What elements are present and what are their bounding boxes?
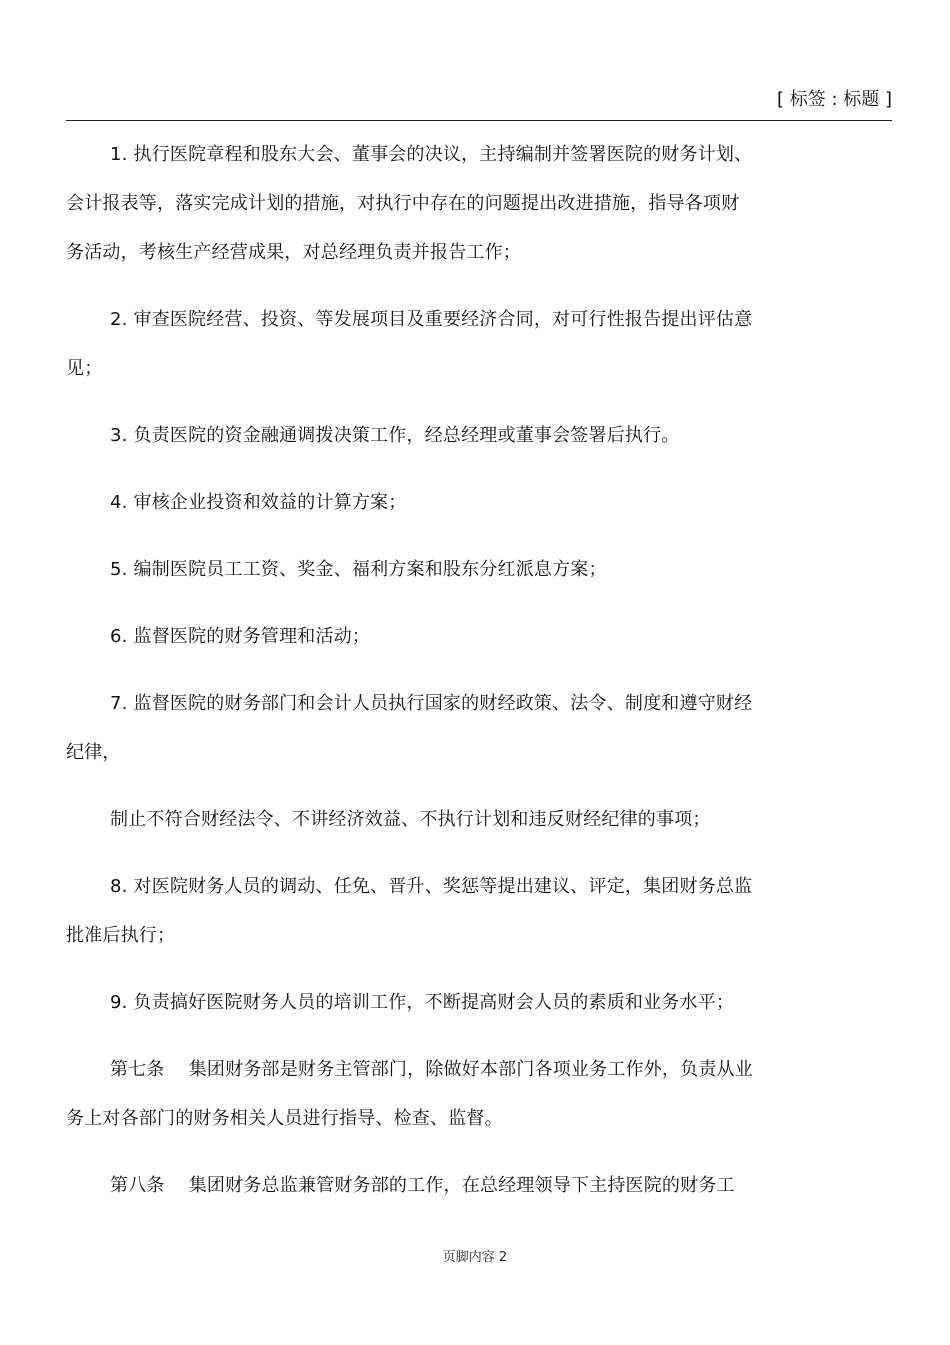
paragraph-9 bbox=[66, 978, 852, 1027]
paragraph-line: 会计报表等，落实完成计划的措施，对执行中存在的问题提出改进措施，指导各项财 bbox=[66, 193, 740, 214]
paragraph-3 bbox=[66, 411, 852, 460]
paragraph-5 bbox=[66, 545, 852, 594]
paragraph-1 bbox=[66, 130, 852, 277]
paragraph-line: 8. 对医院财务人员的调动、任免、晋升、奖惩等提出建议、评定，集团财务总监 bbox=[110, 876, 753, 897]
paragraph-line: 第八条 集团财务总监兼管财务部的工作，在总经理领导下主持医院的财务工 bbox=[110, 1175, 735, 1196]
page-header bbox=[66, 86, 892, 121]
paragraph-line: 2. 审查医院经营、投资、等发展项目及重要经济合同，对可行性报告提出评估意 bbox=[110, 309, 753, 330]
paragraph-2 bbox=[66, 295, 852, 393]
paragraph-line: 6. 监督医院的财务管理和活动； bbox=[110, 626, 371, 647]
paragraph-line: 制止不符合财经法令、不讲经济效益、不执行计划和违反财经纪律的事项； bbox=[110, 809, 711, 830]
paragraph-4 bbox=[66, 478, 852, 527]
paragraph-line: 3. 负责医院的资金融通调拨决策工作，经总经理或董事会签署后执行。 bbox=[110, 425, 680, 446]
article-8 bbox=[66, 1161, 852, 1210]
paragraph-line: 1. 执行医院章程和股东大会、董事会的决议，主持编制并签署医院的财务计划、 bbox=[110, 144, 753, 165]
article-7 bbox=[66, 1045, 852, 1143]
paragraph-line: 9. 负责搞好医院财务人员的培训工作，不断提高财会人员的素质和业务水平； bbox=[110, 992, 735, 1013]
paragraph-line: 5. 编制医院员工工资、奖金、福利方案和股东分红派息方案； bbox=[110, 559, 607, 580]
paragraph-line: 7. 监督医院的财务部门和会计人员执行国家的财经政策、法令、制度和遵守财经 bbox=[110, 693, 753, 714]
header-tag-label: [ 标签 : 标题 ] bbox=[777, 89, 892, 110]
paragraph-8 bbox=[66, 862, 852, 960]
paragraph-line: 见； bbox=[66, 358, 103, 379]
paragraph-line: 4. 审核企业投资和效益的计算方案； bbox=[110, 492, 407, 513]
paragraph-line: 纪律， bbox=[66, 742, 121, 763]
paragraph-line: 批准后执行； bbox=[66, 925, 176, 946]
paragraph-6 bbox=[66, 612, 852, 661]
paragraph-7 bbox=[66, 679, 852, 777]
paragraph-line: 第七条 集团财务部是财务主管部门，除做好本部门各项业务工作外，负责从业 bbox=[110, 1059, 753, 1080]
paragraph-line: 务上对各部门的财务相关人员进行指导、检查、监督。 bbox=[66, 1108, 503, 1129]
footer-text: 页脚内容 2 bbox=[442, 1250, 508, 1265]
paragraph-7-continued bbox=[66, 795, 852, 844]
document-body bbox=[66, 130, 852, 1210]
page-footer bbox=[0, 1248, 950, 1268]
paragraph-line: 务活动，考核生产经营成果，对总经理负责并报告工作； bbox=[66, 242, 521, 263]
